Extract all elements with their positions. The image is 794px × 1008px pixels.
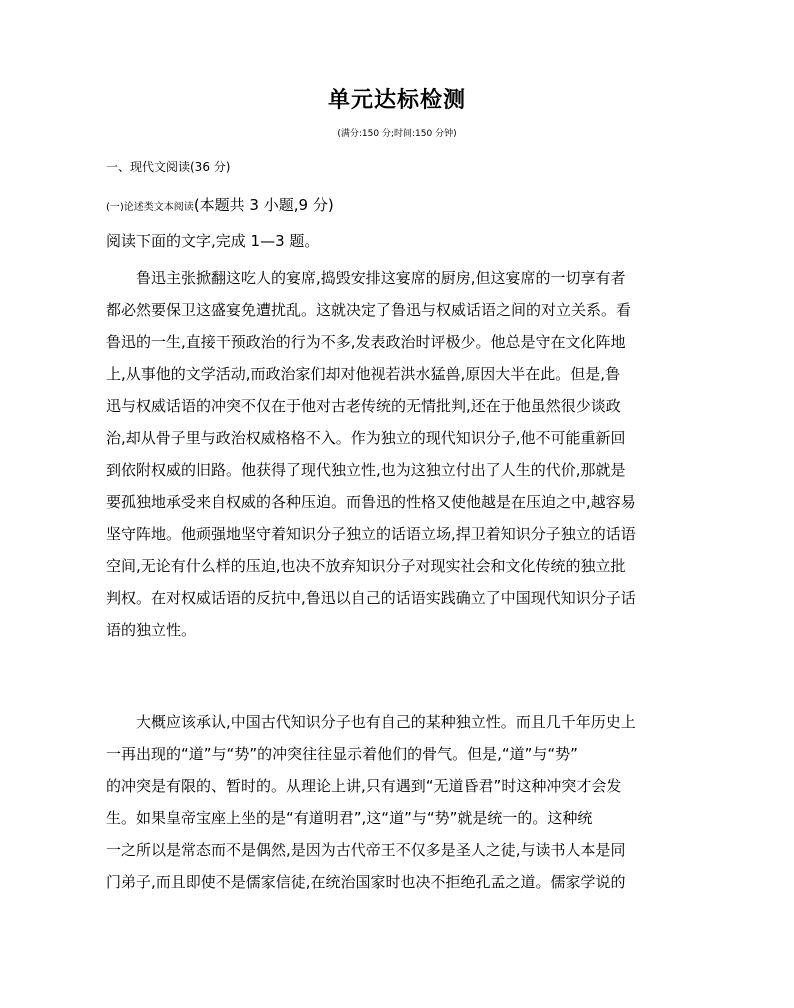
paragraph-line: 一再出现的“道”与“势”的冲突往往显示着他们的骨气。但是,“道”与“势”: [106, 745, 578, 763]
subsection-heading: [106, 195, 334, 218]
paragraph-line: 坚守阵地。他顽强地坚守着知识分子独立的话语立场,捍卫着知识分子独立的话语: [106, 525, 636, 543]
paragraph-line: 门弟子,而且即使不是儒家信徒,在统治国家时也决不拒绝孔孟之道。儒家学说的: [106, 873, 626, 891]
paragraph-line: 迅与权威话语的冲突不仅在于他对古老传统的无情批判,还在于他虽然很少谈政: [106, 397, 621, 415]
paragraph-line: 大概应该承认,中国古代知识分子也有自己的某种独立性。而且几千年历史上: [136, 713, 636, 731]
paragraph-line: 空间,无论有什么样的压迫,也决不放弃知识分子对现实社会和文化传统的独立批: [106, 557, 626, 575]
document-title: 单元达标检测: [327, 88, 466, 113]
paragraph-line: 判权。在对权威话语的反抗中,鲁迅以自己的话语实践确立了中国现代知识分子话: [106, 589, 636, 607]
paragraph-2: [106, 706, 696, 898]
paragraph-line: 到依附权威的旧路。他获得了现代独立性,也为这独立付出了人生的代价,那就是: [106, 461, 626, 479]
paragraph-line: 一之所以是常态而不是偶然,是因为古代帝王不仅多是圣人之徒,与读书人本是同: [106, 841, 626, 859]
paragraph-line: 要孤独地承受来自权威的各种压迫。而鲁迅的性格又使他越是在压迫之中,越容易: [106, 493, 636, 511]
paragraph-line: 生。如果皇帝宝座上坐的是“有道明君”,这“道”与“势”就是统一的。这种统: [106, 809, 593, 827]
paragraph-line: 语的独立性。: [106, 621, 197, 639]
reading-instruction: 阅读下面的文字,完成 1—3 题。: [106, 232, 320, 250]
paragraph-line: 鲁迅主张掀翻这吃人的宴席,捣毁安排这宴席的厨房,但这宴席的一切享有者: [136, 269, 626, 287]
paragraph-line: 都必然要保卫这盛宴免遭扰乱。这就决定了鲁迅与权威话语之间的对立关系。看: [106, 301, 632, 319]
paragraph-1: [106, 262, 696, 646]
paragraph-line: 治,却从骨子里与政治权威格格不入。作为独立的现代知识分子,他不可能重新回: [106, 429, 626, 447]
paragraph-line: 鲁迅的一生,直接干预政治的行为不多,发表政治时评极少。他总是守在文化阵地: [106, 333, 626, 351]
paragraph-line: 上,从事他的文学活动,而政治家们却对他视若洪水猛兽,原因大半在此。但是,鲁: [106, 365, 621, 383]
section-heading: 一、现代文阅读(36 分): [106, 160, 231, 174]
subsection-detail: (本题共 3 小题,9 分): [193, 196, 334, 214]
subsection-prefix: (一)论述类文本阅读: [106, 202, 194, 213]
score-time-note: (满分:150 分;时间:150 分钟): [337, 129, 457, 139]
paragraph-line: 的冲突是有限的、暂时的。从理论上讲,只有遇到“无道昏君”时这种冲突才会发: [106, 777, 622, 795]
